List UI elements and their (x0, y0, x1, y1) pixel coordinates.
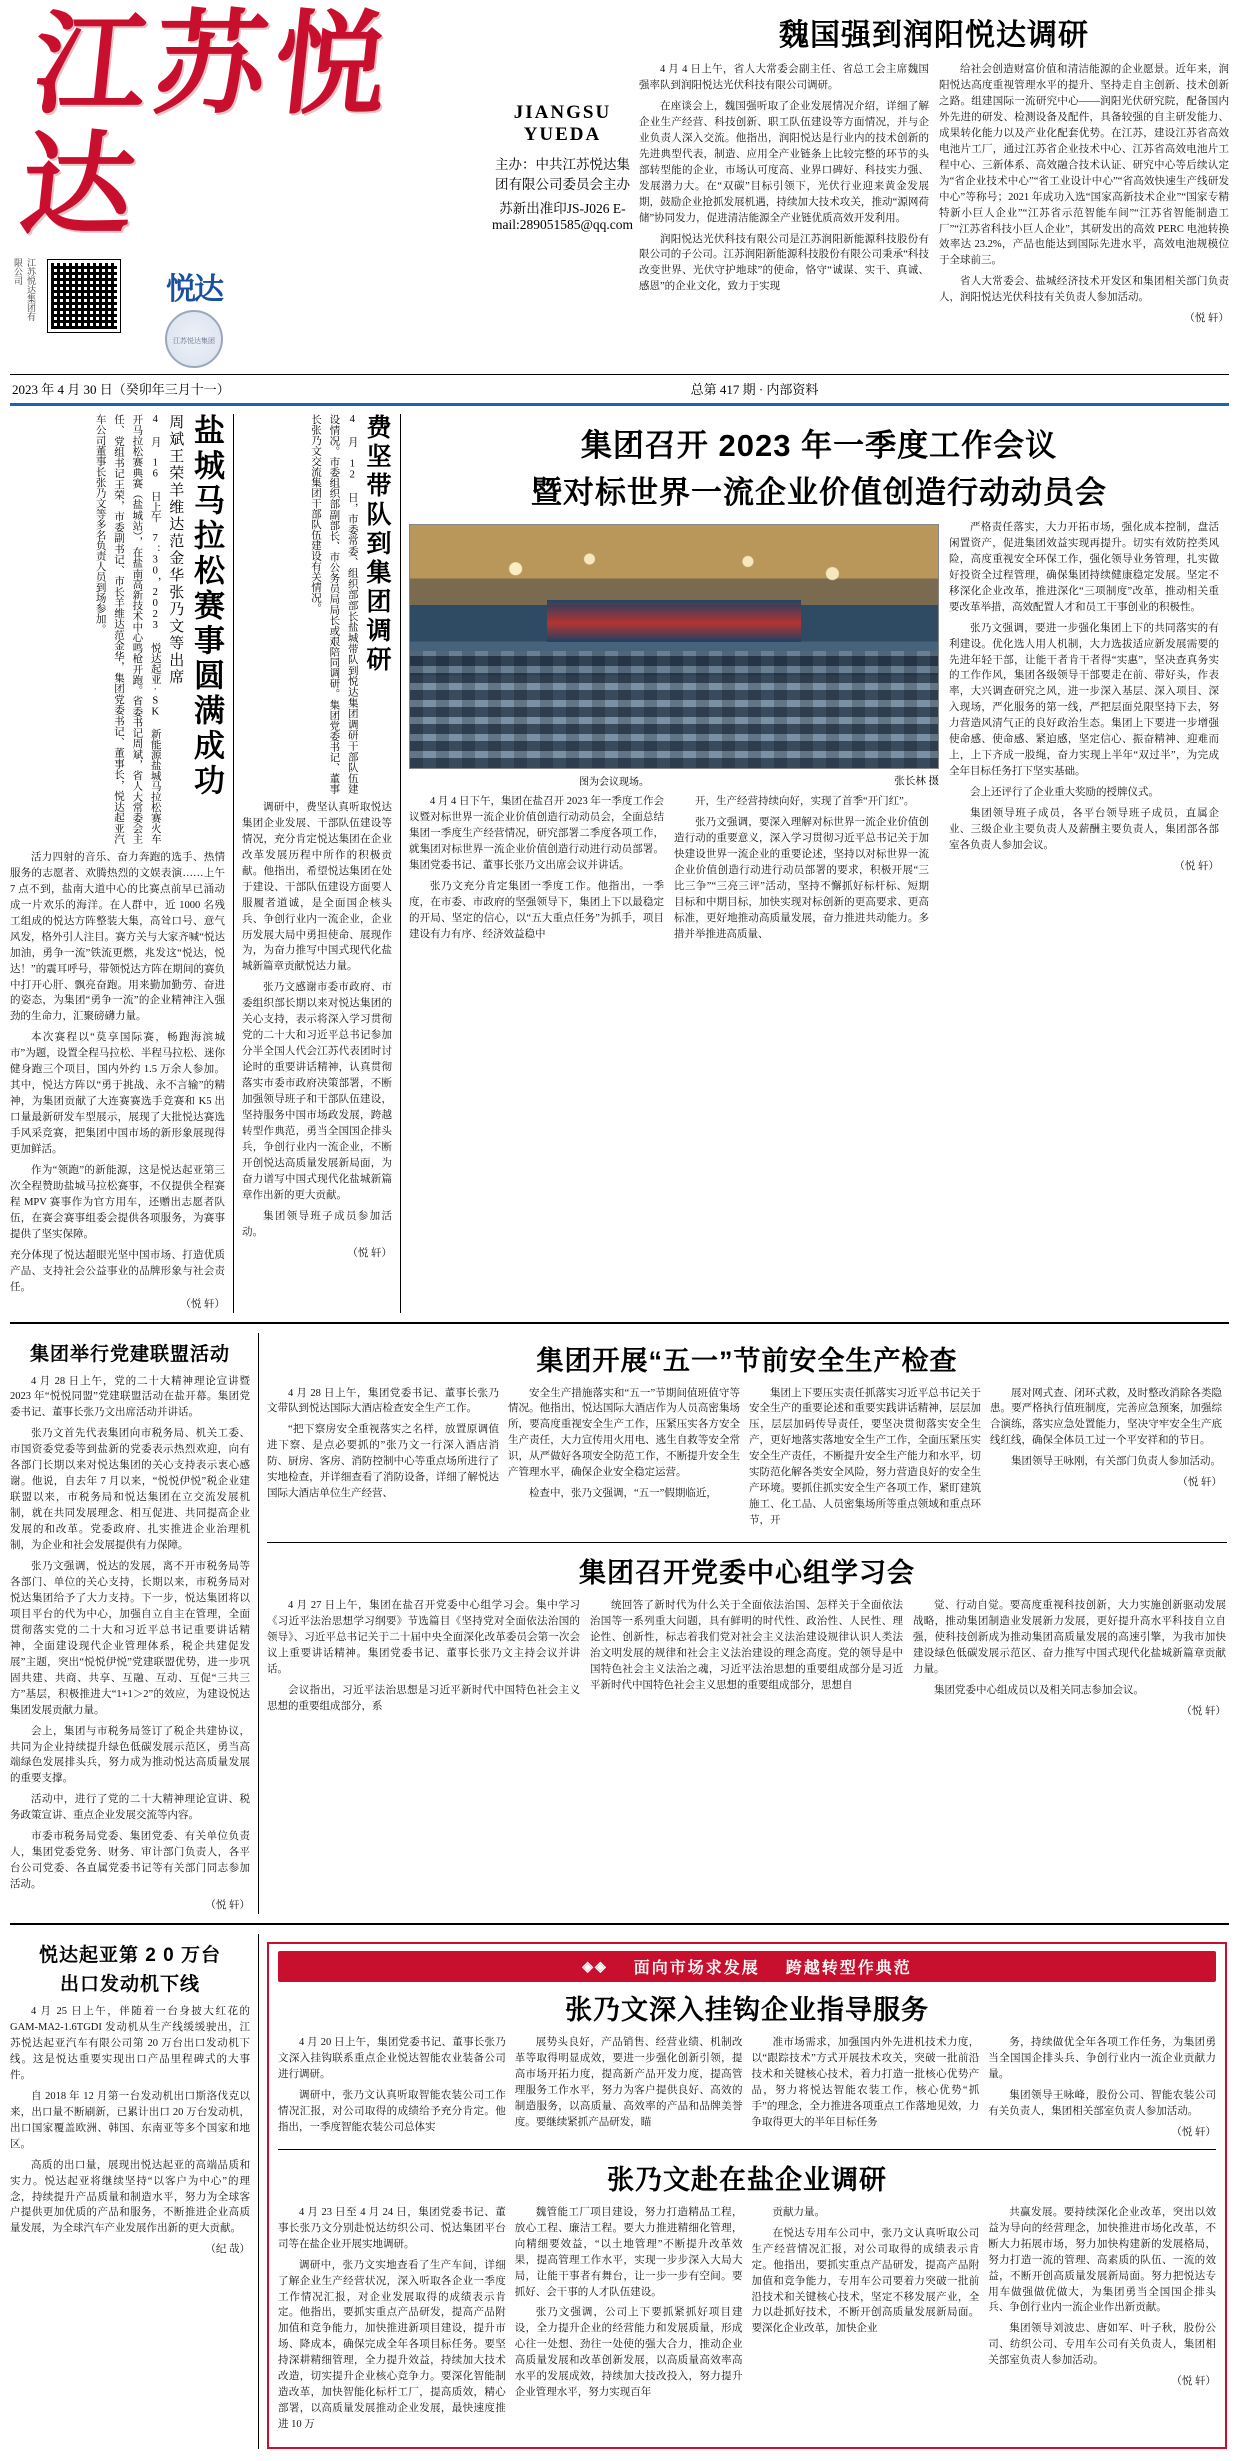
masthead (10, 0, 1229, 368)
party-alliance-article (10, 1333, 250, 1915)
safety-check-headline: 集团开展“五一”节前安全生产检查 (536, 1345, 958, 1376)
masthead-left (10, 6, 492, 368)
paragraph: 张乃文充分肯定集团一季度工作。他指出，一季度，在市委、市政府的坚强领导下，集团上下以最稳定的开局、坚定的信心，以“五大重点任务”为抓手，项目建设有力有序、经济效益稳中 (409, 880, 664, 940)
paragraph: 活动中，进行了党的二十大精神理论宣讲、税务政策宣讲、重点企业发展交流等内容。 (10, 1794, 250, 1822)
zhang-guidance-body (278, 2035, 1216, 2141)
paragraph: 高质的出口量，展现出悦达起亚的高端品质和实力。悦达起亚将继续坚持“以客户为中心”的理念，持续提升产品质量和制造水平，努力为全球客户提供更加优质的产品和服务，不断推进企业高质量发展，为全球汽车产业发展作出新的更大贡献。 (10, 2159, 250, 2235)
paragraph: 务，持续做优全年各项工作任务，为集团勇当全国国企排头兵、争创行业内一流企业贡献力量。 (988, 2037, 1216, 2080)
engine-headline-line1: 悦达起亚第 2 0 万台 (39, 1945, 221, 1967)
article-signature: （悦 轩） (180, 1298, 225, 1310)
vertical-headline: 盐城马拉松赛事圆满成功 (189, 413, 224, 799)
column-divider (258, 1934, 259, 2449)
zhang-guidance-headline: 张乃文深入挂钩企业指导服务 (565, 1995, 929, 2026)
paragraph: 安全生产措施落实和“五一”节期间值班值守等情况。他指出，悦达国际大酒店作为人员高密集场所，要高度重视安全生产工作，压紧压实各方安全生产责任，大力宣传用火用电、逃生自救等安全常识，从严做好各项安全防范工作，不断提升安全生产管理水平，确保企业安全稳定运营。 (508, 1387, 740, 1479)
zhang-survey-body (278, 2205, 1216, 2438)
paragraph: 集团领导王咏峰，股份公司、智能农装公司有关负责人，集团相关部室负责人参加活动。 (988, 2089, 1216, 2117)
feijian-headline: 费坚带队到集团调研 (363, 413, 391, 675)
newspaper-title-english: JIANGSU YUEDA (513, 102, 612, 145)
paragraph: 集团领导班子成员参加活动。 (242, 1210, 392, 1238)
paragraph: 严格责任落实，大力开拓市场，强化成本控制，盘活闲置资产，促进集团效益实现再提升。切实有效防控类风险，高度重视安全环保工作，强化领导业务管理，扎实做好投资全过程管理，确保集团持续健康稳定发展。坚定不移深化企业改革，推进深化“三项制度”改革，推动相关重要改革举措，高效配置人才和员工干事创业的积极性。 (949, 521, 1219, 613)
lead-article (633, 6, 1229, 327)
vertical-subhead: 周斌王荣羊维达范金华张乃文等出席 (167, 413, 185, 686)
paragraph: 集团领导班子成员，各平台领导班子成员，直属企业、三级企业主要负责人及薪酬主要负责人，集团部各部室各负责人参加会议。 (949, 808, 1219, 852)
safety-check-body (267, 1386, 1227, 1535)
paragraph: 4 月 20 日上午，集团党委书记、董事长张乃文深入挂钩联系重点企业悦达智能农业装备公司进行调研。 (278, 2037, 506, 2080)
article-signature: （悦 轩） (1181, 1705, 1226, 1717)
row3-grid (10, 1333, 1229, 1915)
masthead-meta-strip (10, 254, 492, 368)
study-session-body (267, 1598, 1227, 1720)
engine-body (10, 2004, 250, 2258)
paragraph: “把下察房安全重视落实之名样，放置原调值进下察、是点必要抓的”张乃文一行深入酒店消防、厨房、客房、消防控制中心等重点场所进行了实地检查，并详细查看了消防设备，详细了解悦达国际大酒店单位生产经营、 (267, 1424, 499, 1500)
guidance-column-4 (988, 2035, 1216, 2141)
engine-headline-line2: 出口发动机下线 (59, 1974, 200, 1996)
paragraph: 会上还评行了企业重大奖励的授牌仪式。 (970, 787, 1159, 799)
conference-photo (409, 524, 939, 769)
paragraph: 张乃文强调，要深入理解对标世界一流企业价值创造行动的重要意义，深入学习贯彻习近平总书记关于加快建设世界一流企业的重要论述，坚持以对标世界一流企业价值创造行动进行动员部署的要求，积极开展“三比三争”“三亮三评”活动，坚持不懈抓好标杆标、短期目标和中期目标，加快实现对标创新的更高要求、更高标准，更好地推动高质量发展，奋力推进共动能力。多措并举推进高质量、 (674, 816, 929, 940)
paragraph: 集团领导王咏刚，有关部门负责人参加活动。 (1011, 1456, 1221, 1468)
special-section-box (267, 1942, 1227, 2449)
paragraph: 集团上下要压实责任抓落实习近平总书记关于安全生产的重要论述和重要实践讲话精神，层层加压，层层加码传导责任，要坚决贯彻落实安全生产，更好地落实落地安全生产工作，全面压紧压实安全生产责任，不断提升安全生产能力和水平，切实防范化解各类安全风险，努力营造良好的安全生产环境。要抓住抓实安全生产各项工作，紧盯建筑施工、化工品、人员密集场所等重点领域和重点环节，开 (749, 1387, 981, 1527)
article-signature: （悦 轩） (1174, 860, 1219, 872)
column-divider (400, 414, 401, 1313)
safety-column-1 (267, 1386, 499, 1535)
survey-column-3 (752, 2205, 980, 2438)
section-divider (10, 1923, 1229, 1925)
logo-mark: 悦达 (166, 272, 222, 306)
paragraph: 准市场需求，加强国内外先进机技术力度，以“跟踪技术”方式开展技术攻关，突破一批前沿技术和关键核心技术，着力打造一批核心优势产品，努力将悦达智能农装工作，核心优势“抓手”的理念，全力推进各项重点工作落地见效，力争取得更大的半年目标任务 (751, 2037, 980, 2128)
paragraph: 本次赛程以“莫享国际赛，畅跑海滨城市”为题，设置全程马拉松、半程马拉松、迷你健身跑三个项目，国内外约 1.5 万余人参加。其中，悦达方阵以“勇于挑战、永不言输”的精神，为集团贡献了大连赛赛选手竞赛和 K5 出口量最新研发车型展示，展现了大批悦达赛选手风采竞赛，把集团中国市场的新形象展现得更加鲜活。 (10, 1032, 225, 1156)
guidance-column-3 (752, 2035, 980, 2141)
lead-headline: 魏国强到润阳悦达调研 (779, 19, 1089, 52)
section-divider (10, 1322, 1229, 1324)
survey-column-4 (988, 2205, 1216, 2438)
paragraph: 4 月 4 日上午，省人大常委会副主任、省总工会主席魏国强率队到润阳悦达光伏科技有限公司调研。 (639, 64, 929, 91)
banner-text-left: 面向市场求发展 (633, 1960, 760, 1978)
paragraph: 调研中，张乃文实地查看了生产车间，详细了解企业生产经营状况，深入听取各企业一季度工作情况汇报，对企业发展取得的成绩表示肯定。他指出，要抓实重点产品研发，提高产品附加值和竞争能力，加快推进新项目建设，提升市场、降成本，确保完成全年各项目标任务。要坚持深耕精细管理，全力提升效益，持续加大技术改造，切实提升企业核心竞争力。要深化智能制造改革，加快智能化标杆工厂，提高质效，精心部署，以高质量发展推动企业发展，最快速度推进 10 万 (278, 2259, 506, 2431)
party-alliance-body (10, 1374, 250, 1915)
paragraph: 展对网式查、闭环式救，及时整改消除各类隐患。要严格执行值班制度，完善应急预案，加强综合演练，落实应急处置能力，坚决守牢安全生产底线红线，确保全体员工过一个平安祥和的节日。 (990, 1387, 1222, 1447)
feijian-lead: 4 月 12 日，市委常委、组织部部长盐城带队到悦达集团调研干部队伍建设情况。市委组织部副部长、市公务员局局长或艰陪同调研。集团党委书记、董事长张乃文交流集团干部队伍建设有关情况。 (310, 413, 358, 794)
article-signature: （悦 轩） (347, 1247, 392, 1259)
paragraph: 作为“领跑”的新能源，这是悦达起亚第三次全程赞助盐城马拉松赛事，不仅提供全程赛程 MPV 赛事作为官方用车，还赠出志愿者队伍，在赛会赛事组委会提供各项服务，为赛事提供了坚实保障。 (10, 1165, 225, 1240)
feijian-body (242, 800, 392, 1262)
column-vertical-article (10, 414, 225, 1313)
article-signature: （悦 轩） (1184, 313, 1229, 325)
photo-stage-screen (547, 600, 800, 641)
paragraph: 在悦达专用车公司中，张乃文认真听取公司生产经营情况汇报，对公司取得的成绩表示肯定。他指出，要抓实重点产品研发，提高产品附加值和竞争能力，专用车公司要着力突破一批前沿技术和关键核心技术，坚定不移发展产业，全力以赴抓好技术，不断开创高质量发展新局面。要深化企业改革，加快企业 (751, 2227, 980, 2335)
paragraph: 润阳悦达光伏科技有限公司是江苏润阳新能源科技股份有限公司的子公司。江苏润阳新能源科技股份有限公司秉承“科技改变世界、光伏守护地球”的使命，恪守“诚谋、实干、真诚、感恩”的企业文化，致力于实现 (639, 233, 929, 293)
paragraph: 展势头良好，产品销售、经营业绩、机制改革等取得明显成效，要进一步强化创新引领，提高市场开拓力度，提高新产品开发力度，提高管理服务工作水平，努力为客户提供良好、高效的制造服务，以高质量、高效率的产品和品牌美誉度。要继续紧抓产品研发，瞄 (514, 2037, 743, 2128)
feijian-wrap (242, 414, 392, 794)
paragraph: 检查中，张乃文强调，“五一”假期临近， (529, 1488, 717, 1500)
paragraph: 魏管能工厂项目建设，努力打造精品工程，放心工程、廉洁工程。要大力推进精细化管理，向精细要效益，“以土地管理”不断提升改革效果，提高管理工作水平，实现一步步深入大局大局，让能干事者有舞台，让一步一步有空间。要抓好、会干事的人才队伍建设。 (514, 2206, 743, 2298)
vertical-article-body (10, 850, 225, 1313)
column-divider (233, 414, 234, 1313)
article-signature: （悦 轩） (205, 1900, 250, 1912)
zhang-survey-headline: 张乃文赴在盐企业调研 (607, 2164, 887, 2195)
paragraph: 开，生产经营持续向好，实现了首季“开门红”。 (695, 795, 915, 807)
study-column-2 (590, 1598, 903, 1720)
qr-caption: 江苏悦达集团有限公司 (13, 257, 36, 321)
paragraph: 4 月 28 日上午，集团党委书记、董事长张乃文带队到悦达国际大酒店检查安全生产工作。 (267, 1387, 499, 1415)
section-banner (278, 1951, 1216, 1982)
study-column-3 (913, 1598, 1226, 1720)
vertical-body-1: 4 月 16 日上午 7：30，2023 悦达起亚·SK 新能源盐城马拉松赛火车开马拉松赛典赛（盐城站），在盐南高新技术中心鸣枪开跑。省委书记周斌，省人大常委会主任、党组书记王荣，市委副书记、市长羊维达范金华，集团党委书记、董事长，悦达起亚汽车公司董事长张乃文等多名负责人员到场参加。 (94, 413, 161, 844)
sponsor-line: 主办：中共江苏悦达集团有限公司委员会主办 (494, 157, 630, 192)
party-alliance-headline: 集团举行党建联盟活动 (29, 1343, 230, 1365)
paragraph: 活力四射的音乐、奋力奔跑的选手、热情服务的志愿者、欢腾热烈的文娱表演……上午 7 点不到，盐南大道中心的比赛点前早已涌动成一片欢乐的海洋。在人群中，近 1000 名残工组成的悦达方阵整装大集，高耸口号、意气风发，格外引人注目。赛方关与大家齐喊“悦达加油，勇争一流”铁流更燃，兆发这“悦达，悦达！”的震耳呼号，带领悦达方阵在期间的赛负中打开心肝、飘亮奋跑。用来勤加勤劳、奋进的姿态，为集团“勇争一流”的企业精神注入强劲的生命力，汇聚磅礴力量。 (10, 851, 225, 1023)
paragraph: 张乃文强调，悦达的发展，离不开市税务局等各部门、单位的关心支持，长期以来，市税务局对悦达集团给予了大力支持。下一步，悦达集团将以项目平台的代为中心，加强自立自主在管理，全面贯彻落实党的二十大和习近平总书记重要讲话精神，全面建设现代企业管理体系，税企共建促发展”主题，突出“悦悦伊悦”党建联盟优势，进一步巩固共建、共商、共享、互融、互动、互促“三共三方”基层，积极推进大“1+1＞2”的效应，为建设悦达集团发展贡献力量。 (10, 1561, 250, 1716)
paragraph: 在座谈会上，魏国强听取了企业发展情况介绍，详细了解企业生产经营、科技创新、职工队伍建设等方面情况，并与企业负责人深入交流。他指出，润阳悦达是行业内的技术创新的先进典型代表，制造、应用全产业链条上比较完整的环节的头部转型能的企业，市场认可度高、业界口碑好、科技实力强、发展潜力大。在“双碳”目标引领下，光伏行业迎来黄金发展期，鼓励企业抢抓发展机遇，持续加大技术攻关，推动“源网荷储”协同发力，促进清洁能源全产业链优质高效开发利用。 (639, 100, 929, 224)
newspaper-title: 江苏悦达 (15, 4, 401, 249)
paragraph: 张乃文强调，要进一步强化集团上下的共同落实的有利建设。优化选人用人机制，大力选拔适应新发展需要的先进年轻干部，让能干者肯干者得“实惠”，坚决查真务实的工作作风，集团各级领导干部要走在前、带好头，作表率，大兴调查研究之风，进一步深入基层、深入项目、深入现场，严化服务的第一线，严把层面兑限坚持下去，努力营造风清气正的良好政治生态。集团上下要进一步增强使命感、使命感、紧迫感，坚定信心、振奋精神、迎难而上，上下齐成一股绳，奋力实现上半年“双过半”，为完成全年目标任务打下坚实基础。 (949, 622, 1219, 778)
feature-column-1 (409, 794, 664, 948)
safety-column-4 (990, 1386, 1222, 1535)
paragraph: 贡献力量。 (772, 2206, 825, 2218)
paragraph: 调研中，费坚认真听取悦达集团企业发展、干部队伍建设等情况，充分肯定悦达集团在企业改革发展历程中所作的积极贡献。他指出，希望悦达集团在处于建设、干部队伍建设方面要人服履者道诚，是全面国企核头兵、争创行业内一流企业，企业历发展大局中勇担使命、展现作为，为奋力推写中国式现代化盐城新篇章贡献悦达力量。 (242, 801, 392, 973)
issue-number: 总第 417 期 · 内部资料 (690, 381, 819, 397)
qr-code-icon (48, 260, 120, 332)
paragraph: 觉、行动自觉。要高度重视科技创新，大力实施创新驱动发展战略，推动集团制造业发展新力发展，更好提升高水平科技自立自强，使科技创新成为推动集团高质量发展的高速引擎，为我市加快建设绿色低碳发展示范区、奋力推写中国式现代化盐城新篇章贡献力量。 (913, 1600, 1226, 1675)
study-session-headline: 集团召开党委中心组学习会 (579, 1558, 915, 1589)
paragraph: 共赢发展。要持续深化企业改革，突出以效益为导向的经营理念，加快推进市场化改革，不断大力拓展市场，努力加快构建新的发展格局，努力打造一流的管理、高素质的队伍、一流的效益，不断开创高质量发展新局面。努力把悦达专用车做强做优做大，为集团勇当全国国企排头兵、争创行业内一流企业作出新贡献。 (988, 2206, 1216, 2314)
engine-export-article (10, 1934, 250, 2449)
paragraph: 市委市税务局党委、集团党委、有关单位负责人，集团党委党务、财务、审计部门负责人，各平台公司党委、各直属党委书记等有关部门同志参加活动。 (10, 1831, 250, 1891)
paragraph: 4 月 4 日下午，集团在盐召开 2023 年一季度工作会议暨对标世界一流企业价值创造行动动员会，全面总结集团一季度生产经营情况，研究部署二季度各项工作，就集团对标世界一流企业价值创造行动进行动员部署。集团党委书记、董事长张乃文出席会议并讲话。 (409, 795, 664, 871)
masthead-center (492, 6, 633, 233)
feature-column-3 (949, 520, 1219, 948)
publisher-logo (134, 264, 254, 368)
paragraph: 自 2018 年 12 月第一台发动机出口斯洛伐克以来，出口量不断刷新，已累计出口 20 万台发动机，出口国家覆盖欧洲、韩国、东南亚等多个国家和地区。 (10, 2090, 250, 2150)
main-grid (10, 414, 1229, 1313)
paragraph: 张乃文感谢市委市政府、市委组织部长期以来对悦达集团的关心支持，表示将深入学习贯彻党的二十大和习近平总书记参加分半全国人代会江苏代表团时讨论时的重要讲话精神，认真贯彻落实市委市政府决策部署，不断加强领导班子和干部队伍建设，坚持服务中国市场政发展，跨越转型作典范，勇当全国国企排头兵，争创行业内一流企业，不断开创悦达高质量发展新局面，为奋力谱写中国式现代化盐城新篇章作出新的更大贡献。 (242, 982, 392, 1201)
survey-column-2 (515, 2205, 743, 2438)
vertical-article-wrap (10, 414, 225, 844)
row4-right (267, 1934, 1227, 2449)
column-feijian-article (242, 414, 392, 1313)
seal-icon: 江苏悦达集团 (165, 310, 223, 368)
paragraph: 给社会创造财富价值和清洁能源的企业愿景。近年来，润阳悦达高度重视管理水平的提升、坚持走自主创新、技术创新之路。组建国际一流研究中心——润阳光伏研究院，配备国内外先进的研发、检测设备及配件，具备较强的自主研发能力、成果转化能力以及产业化配套优势。在江苏，建设江苏省高效电池片工厂，通过江苏省企业技术中心、江苏省高效电池片工程中心、三新体系、高效融合技术认证、研究中心等后续认定为“省企业技术中心”“省工业设计中心”“省高效快速生产线研发中心”等称号；2021 年成功入选“国家高新技术企业”“国家专精特新小巨人企业”“江苏省示范智能车间”“江苏省智能制造工厂”“江苏省科技小巨人企业”，其研发出的高效 PERC 电池转换效率达 23.2%，产品也能达到国际先进水平，高效电池规模位于全球前三。 (939, 64, 1229, 267)
paragraph: 会议指出，习近平法治思想是习近平新时代中国特色社会主义思想的重要组成部分，系 (267, 1684, 580, 1712)
column-divider (258, 1333, 259, 1915)
publication-date: 2023 年 4 月 30 日（癸卯年三月十一） (12, 381, 230, 397)
diamond-icon: ◈◈ (582, 1958, 608, 1975)
study-column-1 (267, 1598, 580, 1720)
paragraph: 4 月 28 日上午，党的二十大精神理论宣讲暨 2023 年“悦悦同盟”党建联盟活动在盐开幕。集团党委书记、董事长张乃文出席活动并讲话。 (10, 1375, 250, 1419)
paragraph: 张乃文强调，公司上下要抓紧抓好项目建设，全力提升企业的经营能力和发展质量，形成心往一处想、劲往一处使的强大合力，推动企业高质量发展和改革创新发展，以高质量高效率高水平的发展成效，持续加大技改投入，努力提升企业管理水平，努力实现百年 (514, 2307, 743, 2399)
paragraph: 会上，集团与市税务局签订了税企共建协议，共同为企业持续提升绿色低碳发展示范区，勇当高端绿色发展排头兵，努力成为推动悦达高质量发展的重要支撑。 (10, 1725, 250, 1785)
banner-text-right: 跨越转型作典范 (785, 1960, 912, 1978)
paragraph: 省人大常委会、盐城经济技术开发区和集团相关部门负责人，润阳悦达光伏科技有关负责人参加活动。 (939, 276, 1229, 304)
article-signature: （悦 轩） (1171, 2376, 1216, 2388)
row4-grid (10, 1934, 1229, 2449)
vertical-article-note: 充分体现了悦达超眼光坚中国市场、打造优质产品、支持社会公益事业的品牌形象与社会责任。 (10, 1249, 225, 1294)
paragraph: 集团党委中心组成员以及相关同志参加会议。 (934, 1684, 1144, 1696)
survey-column-1 (278, 2205, 506, 2438)
paragraph: 张乃文首先代表集团向市税务局、机关工委、市国资委党委等到盐新的党委表示热烈欢迎，向有各部门长期以来对悦达集团的关心支持表示衷心感谢。他说，自去年 7 月以来，“悦悦伊悦”税企业建联盟以来，市税务局和悦达集团在立交流发展机制，就在共同发展理念、相互促进、共同提高企业发展的和改革。党委政府、扎实推进企业治理机制，为企业和社会发展提供有力保障。 (10, 1428, 250, 1552)
safety-column-2 (508, 1386, 740, 1535)
safety-column-3 (749, 1386, 981, 1535)
paragraph: 4 月 23 日至 4 月 24 日，集团党委书记、董事长张乃文分别赴悦达纺织公司、悦达集团平台司等在盐企业开展实地调研。 (278, 2206, 506, 2250)
feature-photo-block (409, 520, 939, 948)
feature-headline-line1: 集团召开 2023 年一季度工作会议 (580, 427, 1058, 463)
article-signature: （纪 哉） (205, 2244, 250, 2256)
date-bar (10, 374, 1229, 406)
license-line: 苏新出准印JS-J026 E-mail:289051585@qq.com (491, 201, 633, 232)
feature-headline-line2: 暨对标世界一流企业价值创造行动动员会 (531, 474, 1107, 510)
photo-credit: 张长林 摄 (894, 775, 939, 787)
guidance-column-1 (278, 2035, 506, 2141)
feature-article (409, 414, 1229, 1313)
lead-columns (639, 62, 1229, 327)
article-signature: （悦 轩） (1171, 2126, 1216, 2138)
section-divider (267, 1542, 1227, 1543)
section-divider (278, 2149, 1216, 2150)
guidance-column-2 (515, 2035, 743, 2141)
photo-caption: 图为会议现场。 (579, 776, 649, 788)
feature-column-2 (674, 794, 929, 948)
row3-right (267, 1333, 1227, 1915)
paragraph: 4 月 27 日上午，集团在盐召开党委中心组学习会。集中学习《习近平法治思想学习纲要》节选篇目《坚持党对全面依法治国的领导》、习近平总书记关于二十届中央全面深化改革委员会第一次会议上重要讲话精神。集团党委书记、董事长张乃文主持会议并讲话。 (267, 1600, 580, 1675)
paragraph: 集团领导刘波忠、唐如军、叶子秋，股份公司、纺织公司、专用车公司有关负责人，集团相关部室负责人参加活动。 (988, 2323, 1216, 2367)
feature-body (409, 520, 1229, 948)
paragraph: 调研中，张乃文认真听取智能农装公司工作情况汇报，对公司取得的成绩给予充分肯定。他指出，一季度智能农装公司总体实 (278, 2089, 506, 2133)
article-signature: （悦 轩） (1177, 1477, 1222, 1489)
paragraph: 4 月 25 日上午，伴随着一台身披大红花的 GAM-MA2-1.6TGDI 发动机从生产线缓缓驶出，江苏悦达起亚汽车有限公司第 20 万台出口发动机下线。这是悦达重要实现出口产品里程碑式的大事件。 (10, 2006, 250, 2081)
lead-column-2 (939, 62, 1229, 327)
lead-column-1 (639, 62, 929, 327)
paragraph: 统回答了新时代为什么关于全面依法治国、怎样关于全面依法治国等一系列重大问题，具有鲜明的时代性、政治性、人民性、理论性、创新性，标志着我们党对社会主义法治建设规律认识人类法治文明发展的规律和社会主义法治建设的理念高度。党的领导是中国特色社会主义法治之魂，习近平法治思想的重要组成部分是习近平新时代中国特色社会主义思想的重要组成部分，思想自 (590, 1600, 903, 1691)
photo-audience (410, 651, 938, 768)
